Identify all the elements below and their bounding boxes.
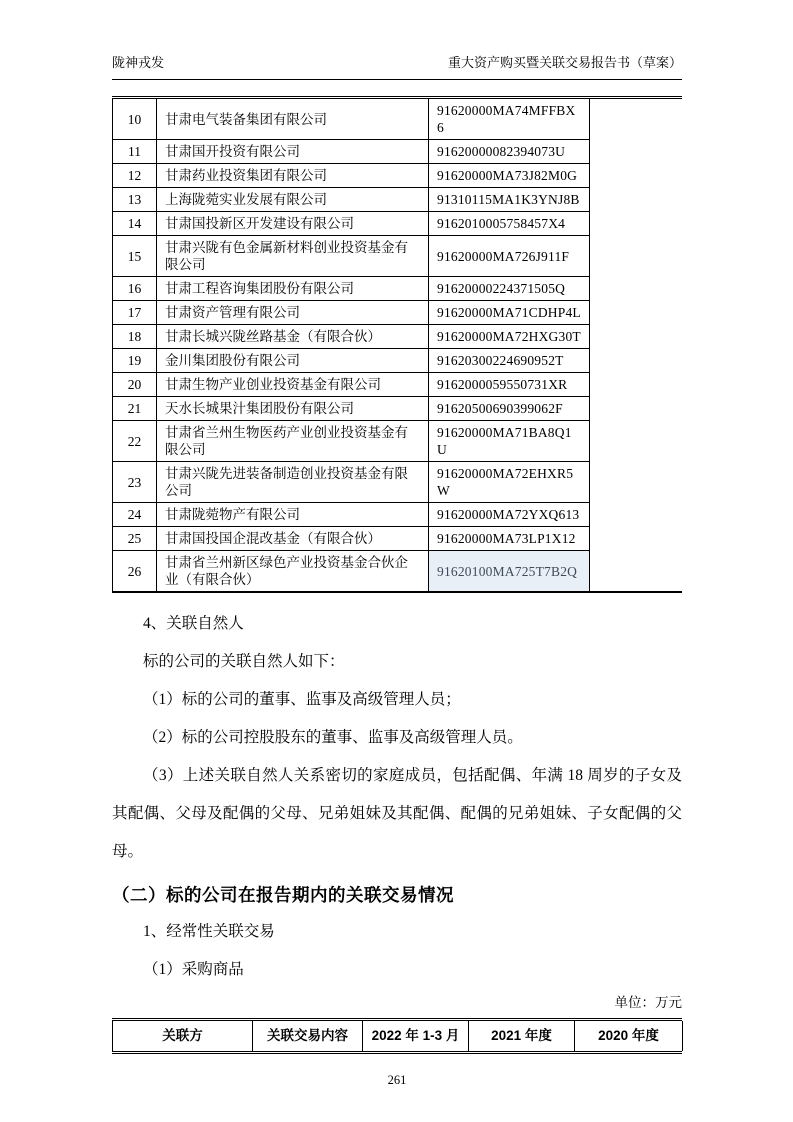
company-code: 91310115MA1K3YNJ8B	[429, 188, 590, 212]
table-row	[113, 99, 683, 140]
company-code: 91620300224690952T	[429, 349, 590, 373]
company-name: 甘肃省兰州新区绿色产业投资基金合伙企业（有限合伙）	[157, 551, 429, 592]
row-number: 16	[113, 277, 157, 301]
paragraph: （1）标的公司的董事、监事及高级管理人员；	[143, 691, 461, 708]
company-code: 91620100MA725T7B2Q	[429, 551, 590, 592]
company-code: 91620500690399062F	[429, 397, 590, 421]
company-table-body	[113, 99, 683, 591]
paragraph: 标的公司的关联自然人如下：	[143, 653, 345, 670]
column-header: 2021 年度	[469, 1021, 575, 1051]
row-number: 25	[113, 527, 157, 551]
row-number: 11	[113, 140, 157, 164]
company-code: 91620000MA73LP1X12	[429, 527, 590, 551]
company-name: 甘肃国投新区开发建设有限公司	[157, 212, 429, 236]
column-header: 关联方	[113, 1021, 253, 1051]
company-code: 91620000MA726J911F	[429, 236, 590, 277]
page-number: 261	[387, 1073, 407, 1087]
company-name: 甘肃国投国企混改基金（有限合伙）	[157, 527, 429, 551]
company-code: 9162010005758457X4	[429, 212, 590, 236]
section-heading: （二）标的公司在报告期内的关联交易情况	[112, 885, 454, 905]
company-code: 9162000059550731XR	[429, 373, 590, 397]
company-code: 91620000224371505Q	[429, 277, 590, 301]
doc-short-title: 陇神戎发	[112, 55, 165, 70]
row-number: 12	[113, 164, 157, 188]
company-code: 91620000MA74MFFBX6	[429, 99, 590, 140]
company-name: 甘肃长城兴陇丝路基金（有限合伙）	[157, 325, 429, 349]
row-number: 22	[113, 421, 157, 462]
paragraph: （2）标的公司控股股东的董事、监事及高级管理人员。	[143, 729, 523, 746]
row-number: 18	[113, 325, 157, 349]
row-number: 15	[113, 236, 157, 277]
unit-label: 单位：万元	[614, 995, 682, 1010]
related-transactions-table-wrap	[112, 1018, 682, 1054]
page-header	[112, 54, 682, 80]
company-name: 甘肃省兰州生物医药产业创业投资基金有限公司	[157, 421, 429, 462]
body-text	[112, 605, 682, 871]
company-code: 91620000MA71CDHP4L	[429, 301, 590, 325]
column-header: 关联交易内容	[253, 1021, 363, 1051]
company-name: 甘肃国开投资有限公司	[157, 140, 429, 164]
subsection-title: 4、关联自然人	[143, 615, 244, 632]
company-name: 金川集团股份有限公司	[157, 349, 429, 373]
company-name: 甘肃资产管理有限公司	[157, 301, 429, 325]
related-companies-table	[112, 99, 683, 591]
row-number: 21	[113, 397, 157, 421]
paragraph: （3）上述关联自然人关系密切的家庭成员，包括配偶、年满 18 周岁的子女及其配偶、父母及配偶的父母、兄弟姐妹及其配偶、配偶的兄弟姐妹、子女配偶的父母。	[112, 767, 682, 860]
row-number: 26	[113, 551, 157, 592]
paragraph: （1）采购商品	[143, 961, 244, 978]
company-code: 91620000MA71BA8Q1U	[429, 421, 590, 462]
column-header: 2020 年度	[575, 1021, 683, 1051]
company-name: 上海陇菀实业发展有限公司	[157, 188, 429, 212]
row-number: 10	[113, 99, 157, 140]
empty-column	[590, 99, 683, 591]
company-name: 甘肃兴陇有色金属新材料创业投资基金有限公司	[157, 236, 429, 277]
row-number: 20	[113, 373, 157, 397]
row-number: 13	[113, 188, 157, 212]
row-number: 17	[113, 301, 157, 325]
paragraph: 1、经常性关联交易	[143, 923, 275, 940]
row-number: 14	[113, 212, 157, 236]
related-companies-table-wrap	[112, 96, 682, 593]
company-code: 91620000MA72EHXR5W	[429, 462, 590, 503]
company-code: 91620000082394073U	[429, 140, 590, 164]
company-code: 91620000MA73J82M0G	[429, 164, 590, 188]
company-name: 甘肃兴陇先进装备制造创业投资基金有限公司	[157, 462, 429, 503]
related-transactions-table	[112, 1021, 683, 1051]
row-number: 19	[113, 349, 157, 373]
column-header: 2022 年 1-3 月	[363, 1021, 469, 1051]
company-code: 91620000MA72HXG30T	[429, 325, 590, 349]
row-number: 23	[113, 462, 157, 503]
company-name: 甘肃生物产业创业投资基金有限公司	[157, 373, 429, 397]
company-code: 91620000MA72YXQ613	[429, 503, 590, 527]
company-name: 甘肃电气装备集团有限公司	[157, 99, 429, 140]
company-name: 甘肃陇菀物产有限公司	[157, 503, 429, 527]
company-name: 甘肃药业投资集团有限公司	[157, 164, 429, 188]
company-name: 甘肃工程咨询集团股份有限公司	[157, 277, 429, 301]
doc-full-title: 重大资产购买暨关联交易报告书（草案）	[447, 55, 682, 70]
related-table-header-row	[113, 1021, 683, 1051]
body-text-2	[112, 913, 682, 989]
row-number: 24	[113, 503, 157, 527]
company-name: 天水长城果汁集团股份有限公司	[157, 397, 429, 421]
